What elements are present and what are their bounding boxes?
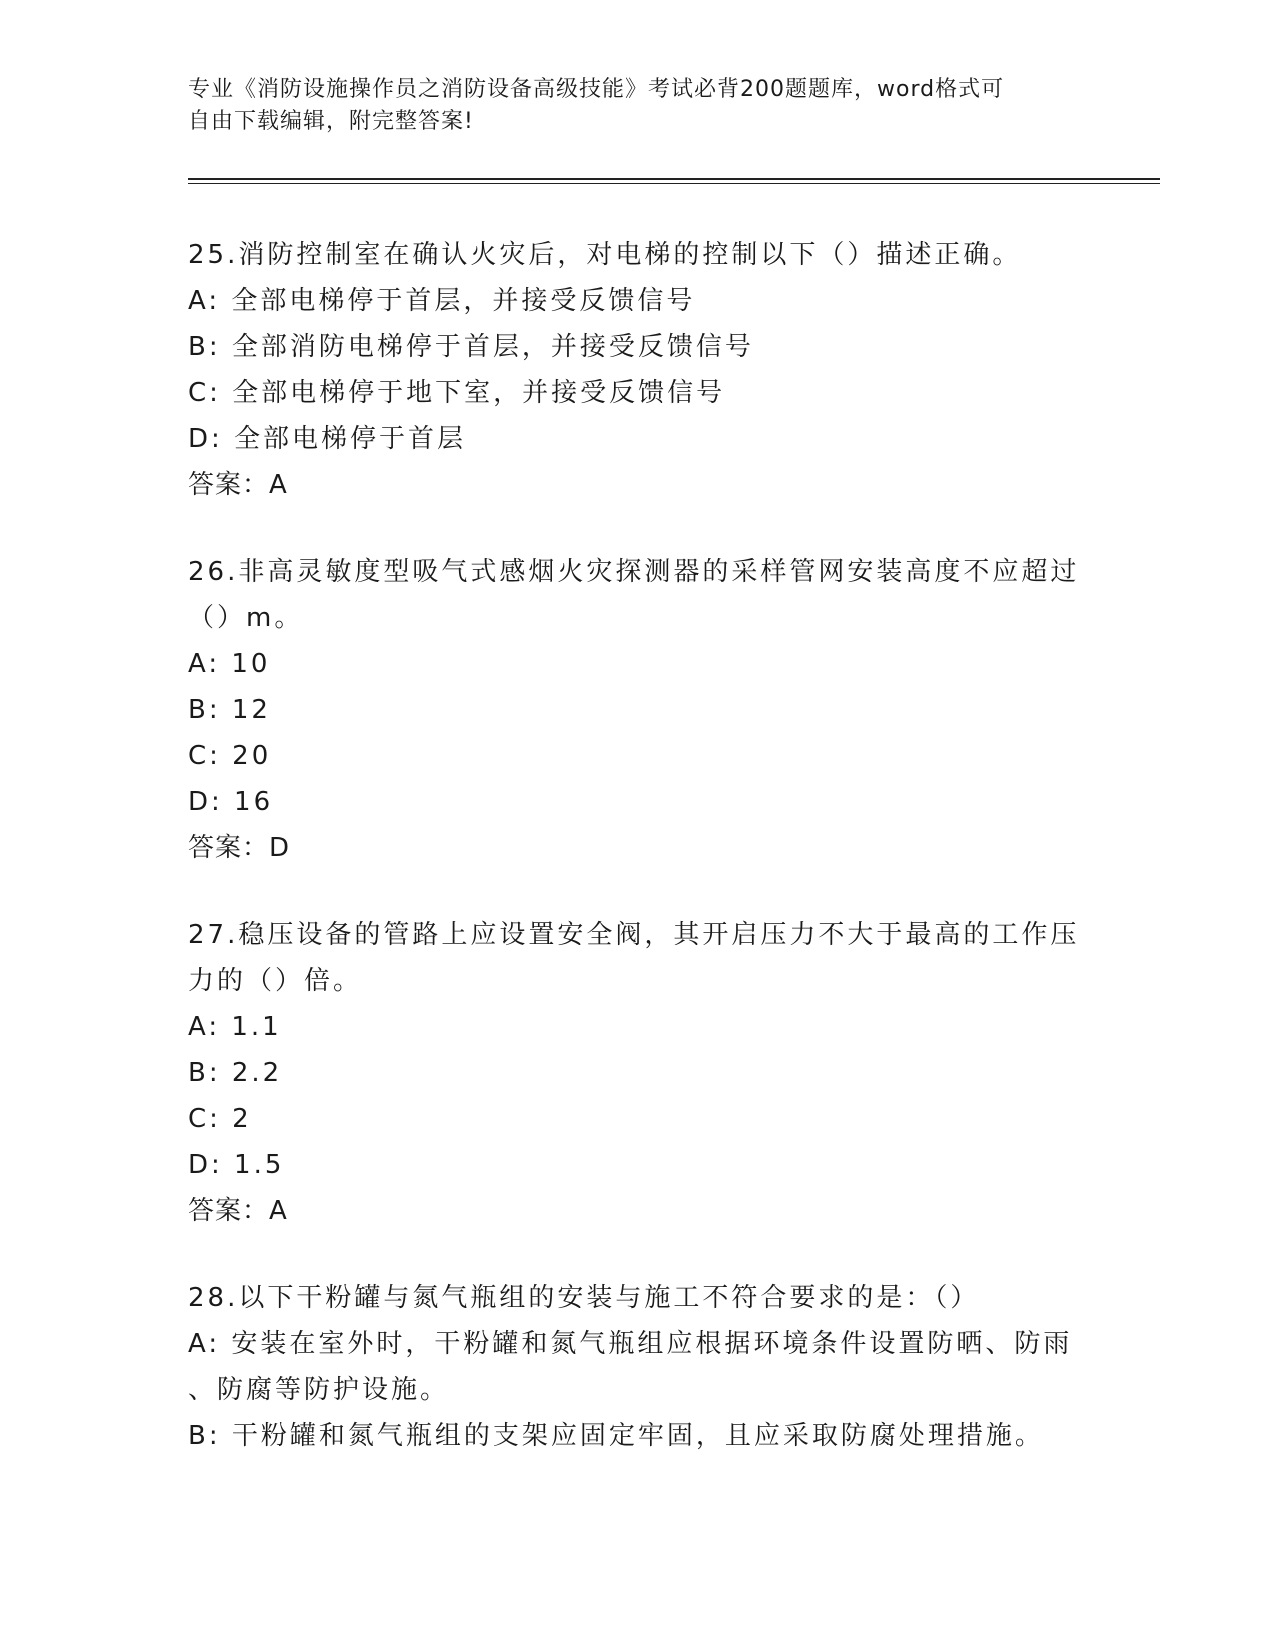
header-line-2: 自由下载编辑，附完整答案! — [188, 109, 474, 134]
option-a-continued: 、防腐等防护设施。 — [188, 1375, 450, 1405]
option-a: A: 安装在室外时，干粉罐和氮气瓶组应根据环境条件设置防晒、防雨 — [188, 1329, 1073, 1359]
option-b: B: 干粉罐和氮气瓶组的支架应固定牢固，且应采取防腐处理措施。 — [188, 1421, 1044, 1451]
answer: 答案：A — [188, 470, 288, 500]
header-divider — [188, 178, 1160, 184]
document-header — [188, 74, 1088, 138]
option-c: C: 20 — [188, 741, 272, 771]
option-c: C: 全部电梯停于地下室，并接受反馈信号 — [188, 378, 726, 408]
option-d: D: 全部电梯停于首层 — [188, 424, 467, 454]
question-28 — [188, 1275, 1088, 1459]
option-b: B: 2.2 — [188, 1058, 283, 1088]
option-a: A: 10 — [188, 649, 271, 679]
option-a: A: 全部电梯停于首层，并接受反馈信号 — [188, 286, 696, 316]
question-stem-continued: （）m。 — [188, 603, 304, 633]
question-27 — [188, 912, 1088, 1234]
option-b: B: 全部消防电梯停于首层，并接受反馈信号 — [188, 332, 754, 362]
option-d: D: 16 — [188, 787, 274, 817]
question-26 — [188, 549, 1088, 871]
question-25 — [188, 232, 1088, 508]
question-stem: 28.以下干粉罐与氮气瓶组的安装与施工不符合要求的是：（） — [188, 1283, 980, 1313]
question-list — [188, 232, 1088, 1500]
question-stem-continued: 力的（）倍。 — [188, 966, 363, 996]
answer: 答案：A — [188, 1196, 288, 1226]
question-stem: 27.稳压设备的管路上应设置安全阀，其开启压力不大于最高的工作压 — [188, 920, 1080, 950]
option-d: D: 1.5 — [188, 1150, 285, 1180]
option-b: B: 12 — [188, 695, 271, 725]
question-stem: 26.非高灵敏度型吸气式感烟火灾探测器的采样管网安装高度不应超过 — [188, 557, 1080, 587]
option-c: C: 2 — [188, 1104, 252, 1134]
header-line-1: 专业《消防设施操作员之消防设备高级技能》考试必背200题题库，word格式可 — [188, 77, 1005, 102]
question-stem: 25.消防控制室在确认火灾后，对电梯的控制以下（）描述正确。 — [188, 240, 1022, 270]
option-a: A: 1.1 — [188, 1012, 282, 1042]
answer: 答案：D — [188, 833, 291, 863]
